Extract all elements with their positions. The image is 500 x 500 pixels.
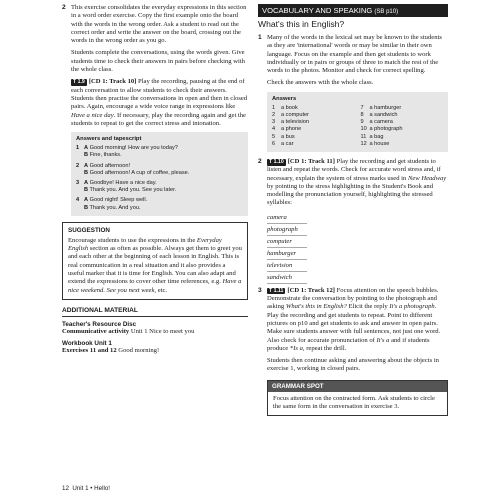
italic-run: It's a photograph	[389, 303, 435, 311]
text-run: . Play the recording and get students to repeat. Point to different pictures on p10 and get students to ask and answer in open pairs. Make sure students answer with full sentences, not just one word. Also check for accurate pronunciation of	[267, 303, 441, 344]
bold-run: Communicative activity	[62, 327, 130, 335]
answer-item	[272, 112, 355, 119]
paragraph	[71, 78, 248, 128]
answer-item	[272, 105, 355, 112]
box-title: Answers	[272, 95, 297, 102]
italic-run: New Headway	[407, 174, 447, 182]
italic-run: It's a	[376, 336, 390, 344]
exercise-2-right	[258, 158, 448, 284]
text-run: Play the recording and get students to listen and repeat the words. Check for accurate word stress and, if necessary, explain the system of stress marks used in	[267, 158, 441, 182]
trd-heading: Teacher's Resource Disc	[62, 320, 137, 328]
text-run: by pointing to the stress highlighting in the Student's Book and modelling the pronunciation yourself, highlighting the stressed syllables:	[267, 182, 434, 207]
answer-word: a television	[281, 119, 309, 126]
text-run: Elicit the reply	[346, 303, 390, 311]
answer-item	[272, 134, 355, 141]
stress-word: television	[267, 260, 307, 272]
answer-number: 4	[272, 126, 276, 133]
trd-line	[62, 328, 248, 336]
answer-word: a house	[369, 140, 390, 147]
page-footer	[62, 485, 110, 492]
text-run: . If necessary, play the recording again and get the students to repeat to get the correct stress and intonation.	[71, 111, 246, 127]
text-run: and if students produce	[267, 336, 430, 352]
exercise-number: 1	[258, 34, 262, 41]
additional-heading: ADDITIONAL MATERIAL	[62, 307, 248, 317]
answer-item	[361, 105, 444, 112]
paragraph	[267, 158, 448, 208]
answers-col-2	[361, 105, 444, 148]
answer-word: a car	[281, 140, 294, 147]
answer-text: Thank you. And you.	[89, 204, 141, 211]
speaker-label: B	[84, 152, 89, 159]
answers-box	[267, 92, 448, 152]
answer-word: a computer	[281, 111, 309, 118]
answer-word: a bag	[369, 133, 384, 140]
track-ref: [CD 1: Track 10]	[88, 78, 137, 86]
answer-line-b	[76, 152, 243, 159]
answer-line-b	[76, 170, 243, 177]
answer-text: Good morning! How are you today?	[89, 145, 178, 152]
answer-text: Fine, thanks.	[89, 152, 122, 159]
speaker-label: A	[84, 145, 89, 152]
exercise-number: 2	[62, 4, 66, 11]
answer-word: a book	[281, 104, 298, 111]
track-badge: T 1.11	[269, 287, 284, 294]
suggestion-box	[62, 222, 248, 300]
paragraph	[267, 287, 448, 353]
answer-item	[361, 112, 444, 119]
answer-number: 2	[76, 162, 80, 169]
footer-bullet: •	[90, 485, 93, 492]
italic-run: Have a nice weekend. See you next week	[68, 278, 242, 294]
text-run: Encourage students to use the expressions in the	[68, 236, 197, 244]
answer-number: 10	[360, 126, 367, 133]
text-run: Unit 1 Nice to meet you	[129, 327, 195, 335]
grammar-spot-title: GRAMMAR SPOT	[268, 381, 447, 392]
answer-number: 2	[272, 111, 276, 118]
answer-text: Good afternoon! A cup of coffee, please.	[89, 169, 190, 176]
speaker-label: B	[84, 204, 89, 211]
speaker-label: B	[84, 187, 89, 194]
stress-word: computer	[267, 236, 307, 248]
stress-word: hamburger	[267, 248, 307, 260]
answer-text: Good night! Sleep well.	[89, 197, 148, 204]
answer-item	[361, 141, 444, 148]
answer-text: Good afternoon!	[89, 162, 131, 169]
exercise-3-right	[258, 287, 448, 374]
stress-word-list	[267, 212, 448, 284]
text-run: Good morning!	[116, 347, 160, 355]
text-run: , repeat the drill.	[302, 344, 347, 352]
text-run: , etc.	[154, 286, 168, 294]
text-run: Focus attention on the speech bubbles. Demonstrate the conversation by pointing to the photograph and asking	[267, 286, 439, 311]
track-badge: T 1.10	[269, 159, 284, 165]
section-subtitle: What's this in English?	[258, 19, 345, 29]
paragraph: Many of the words in the lexical set may be known to the students as they are 'international' words or may be similar in their own language. Focus on the example and then get students to work individually or in pairs or groups of three to match the rest of the words to the photos. Monitor and check for correct spelling.	[267, 34, 442, 75]
exercise-1-right	[258, 34, 448, 88]
page-number: 12	[62, 485, 69, 492]
answer-item	[361, 119, 444, 126]
answer-number: 5	[272, 133, 276, 140]
footer-unit: Unit 1	[72, 485, 89, 492]
answer-number: 6	[272, 140, 276, 147]
paragraph: Students complete the conversations, using the words given. Give students time to check their answers in pairs before checking with the whole class.	[71, 49, 245, 74]
left-column	[62, 4, 248, 359]
answer-word: a hamburger	[369, 104, 402, 111]
workbook-line	[62, 347, 248, 355]
track-ref: [CD 1: Track 11]	[287, 158, 335, 165]
banner-page-ref: (SB p10)	[374, 9, 399, 15]
answer-word: a phone	[281, 126, 302, 133]
answer-number: 9	[360, 119, 364, 126]
grammar-spot-box	[267, 380, 448, 417]
answer-word: a sandwich	[369, 111, 398, 118]
answers-tapescript-box	[71, 132, 248, 216]
answer-line-b	[76, 187, 243, 194]
stress-word: sandwich	[267, 272, 307, 284]
answer-word: a photograph	[369, 126, 403, 133]
answer-number: 11	[360, 133, 367, 140]
box-title: Answers and tapescript	[76, 136, 142, 143]
text-run: section as often as possible. Always get them to greet you and each other at the beginning of each lesson in English. This is real communication in a real situation and it also provides a useful marker that it is time for English. You can also adapt and extend the expressions to cover other time references, e.g.	[68, 245, 242, 286]
exercise-2-left	[62, 4, 248, 128]
speaker-label: B	[84, 169, 89, 176]
answer-text: Goodbye! Have a nice day.	[89, 179, 157, 186]
text-run: Play the recording, pausing at the end of each conversation to allow students to check their answers. Students then practise the conversations in open and then in closed pairs. Again, encourage a wide voice range in expressions like	[71, 78, 248, 111]
italic-run: Everyday English	[68, 236, 222, 253]
answer-item	[361, 134, 444, 141]
answer-word: a bus	[281, 133, 295, 140]
answer-item	[361, 126, 444, 133]
speaker-label: A	[84, 179, 89, 186]
answer-number: 4	[76, 197, 80, 204]
track-badge: T 1.9	[73, 79, 85, 86]
suggestion-title: SUGGESTION	[68, 226, 110, 234]
answer-number: 7	[360, 104, 364, 111]
answers-list	[76, 145, 243, 212]
answer-line-b	[76, 205, 243, 212]
banner-title: VOCABULARY AND SPEAKING	[262, 6, 373, 15]
exercise-number: 2	[258, 158, 262, 165]
answer-line-a	[76, 180, 243, 187]
answer-line-a	[76, 197, 243, 204]
italic-run: Have a nice day	[71, 111, 114, 119]
speaker-label: A	[84, 162, 89, 169]
track-ref: [CD 1: Track 12]	[287, 286, 335, 294]
stress-word: camera	[267, 212, 307, 224]
answer-number: 1	[76, 145, 80, 152]
answer-number: 12	[360, 140, 367, 147]
answer-number: 8	[360, 111, 364, 118]
answer-number: 3	[76, 179, 80, 186]
answer-item	[272, 119, 355, 126]
workbook-heading: Workbook Unit 1	[62, 340, 112, 348]
answer-line-a	[76, 163, 243, 170]
stress-word: photograph	[267, 224, 307, 236]
footer-title: Hello!	[94, 485, 110, 492]
bold-run: Exercises 11 and 12	[62, 347, 117, 355]
suggestion-text	[68, 237, 242, 295]
answer-text: Thank you. And you. See you later.	[89, 187, 177, 194]
speaker-label: A	[84, 197, 89, 204]
right-column	[258, 4, 448, 416]
answer-number: 1	[272, 104, 276, 111]
paragraph: Students then continue asking and answering about the objects in exercise 1, working in closed pairs.	[267, 357, 439, 373]
exercise-number: 3	[258, 286, 262, 294]
italic-run: What's this in English?	[285, 303, 347, 311]
answer-number: 3	[272, 119, 276, 126]
additional-material	[62, 307, 248, 356]
grammar-spot-text: Focus attention on the contracted form. Ask students to circle the same form in the conversation in exercise 3.	[273, 394, 435, 411]
answers-col-1	[272, 105, 355, 148]
answer-line-a	[76, 145, 243, 152]
answer-item	[272, 126, 355, 133]
answer-word: a camera	[369, 119, 393, 126]
italic-run: *Is a	[289, 344, 303, 352]
answers-grid	[272, 105, 443, 148]
answer-item	[272, 141, 355, 148]
section-banner	[258, 4, 448, 17]
paragraph: This exercise consolidates the everyday expressions in this section in a word order exercise. Copy the first example onto the board with the words in the wrong order. Ask a student to read out the correct order and write the answer on the board, crossing out the words in the wrong order as you go.	[71, 4, 247, 45]
paragraph: Check the answers with the whole class.	[267, 79, 374, 87]
